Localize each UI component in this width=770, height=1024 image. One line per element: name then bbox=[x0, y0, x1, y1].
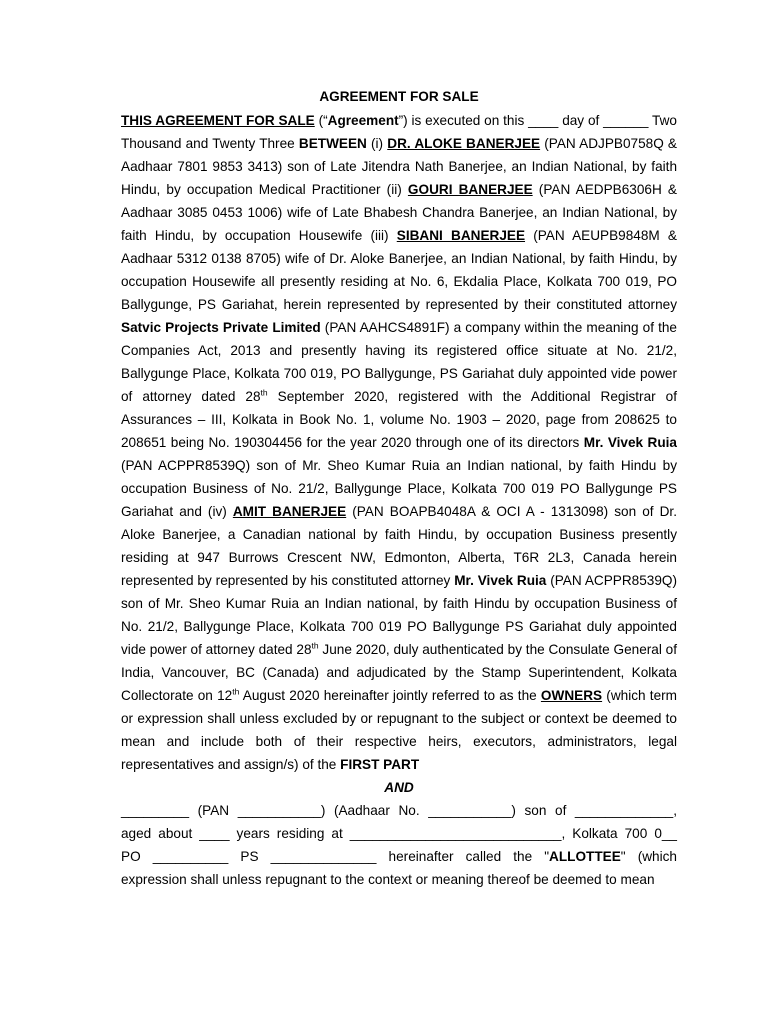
text-run: " (which expression shall unless repugnant to the context or meaning thereof be deemed to mean bbox=[121, 849, 677, 887]
document-page bbox=[121, 86, 677, 891]
allottee-defined-term: ALLOTTEE bbox=[549, 849, 621, 864]
director-name: Mr. Vivek Ruia bbox=[583, 435, 677, 450]
text-run: (PAN AAHCS4891F) a company within the meaning of the Companies Act, 2013 and presently having its registered office situate at No. 21/2, Ballygunge Place, Kolkata 700 019, PO Ballygunge, PS Gariahat duly appointed vide power of attorney dated 28 bbox=[121, 320, 677, 404]
allottee-line-1: _________ (PAN ___________) (Aadhaar No. ___________) son of _____________, bbox=[121, 803, 677, 818]
text-run: (i) bbox=[366, 136, 388, 151]
text-run: (“ bbox=[314, 113, 328, 128]
owners-defined-term: OWNERS bbox=[540, 688, 603, 703]
allottee-paragraph bbox=[121, 799, 677, 891]
owner-3-name: SIBANI BANERJEE bbox=[396, 228, 526, 243]
owner-1-name: DR. ALOKE BANERJEE bbox=[387, 136, 541, 151]
between-keyword: BETWEEN bbox=[298, 136, 367, 151]
agreement-defined-term: Agreement bbox=[327, 113, 399, 128]
director-name: Mr. Vivek Ruia bbox=[454, 573, 547, 588]
attorney-company-name: Satvic Projects Private Limited bbox=[121, 320, 321, 335]
agreement-lead-title: THIS AGREEMENT FOR SALE bbox=[121, 113, 315, 128]
text-run: September 2020, registered with the Additional Registrar of Assurances – III, Kolkata in Book No. 1, volume No. 1903 – 2020, page from 208625 to 208651 being No. 190304456 for the year 2020 through one of its directors bbox=[121, 389, 677, 450]
text-run: June 2020, duly authenticated by the Consulate General of India, Vancouver, BC (Canada) and adjudicated by the Stamp Superintendent, Kolkata Collectorate on 12 bbox=[121, 642, 677, 703]
text-run: (PAN AEUPB9848M & Aadhaar 5312 0138 8705) wife of Dr. Aloke Banerjee, an Indian National, by faith Hindu, by occupation Housewife all presently residing at No. 6, Ekdalia Place, Kolkata 700 019, PO Ballygunge, PS Gariahat, herein represented by represented by their constituted attorney bbox=[121, 228, 677, 312]
owner-4-name: AMIT BANERJEE bbox=[232, 504, 347, 519]
text-run: (which term or expression shall unless excluded by or repugnant to the subject or context be deemed to mean and include both of their respective heirs, executors, administrators, legal representatives and assign/s) of the bbox=[121, 688, 677, 772]
parties-paragraph bbox=[121, 109, 677, 776]
and-heading: AND bbox=[384, 780, 414, 795]
allottee-line-2: aged about ____ years residing at ____________________________, Kolkata 700 0__ bbox=[121, 826, 677, 841]
allottee-text bbox=[121, 849, 677, 887]
text-run: (PAN AEDPB6306H & Aadhaar 3085 0453 1006) wife of Late Bhabesh Chandra Banerjee, an Indian National, by faith Hindu, by occupation Housewife (iii) bbox=[121, 182, 677, 243]
text-run: ”) is executed on this ____ day of ______ Two Thousand and Twenty Three bbox=[121, 113, 677, 151]
ordinal-suffix: th bbox=[232, 686, 240, 697]
owner-2-name: GOURI BANERJEE bbox=[407, 182, 533, 197]
text-run: (PAN BOAPB4048A & OCI A - 1313098) son of Dr. Aloke Banerjee, a Canadian national by faith Hindu, by occupation Business presently residing at 947 Burrows Crescent NW, Edmonton, Alberta, T6R 2L3, Canada herein represented by represented by his constituted attorney bbox=[121, 504, 677, 588]
text-run: PO __________ PS ______________ hereinafter called the " bbox=[121, 849, 550, 864]
ordinal-suffix: th bbox=[311, 640, 319, 651]
document-title: AGREEMENT FOR SALE bbox=[319, 89, 479, 104]
first-part-label: FIRST PART bbox=[340, 757, 420, 772]
text-run: (PAN ACPPR8539Q) son of Mr. Sheo Kumar Ruia an Indian national, by faith Hindu by occupation Business of No. 21/2, Ballygunge Place, Kolkata 700 019 PO Ballygunge PS Gariahat duly appointed vide power of attorney dated 28 bbox=[121, 573, 677, 657]
text-run: (PAN ADJPB0758Q & Aadhaar 7801 9853 3413) son of Late Jitendra Nath Banerjee, an Indian National, by faith Hindu, by occupation Medical Practitioner (ii) bbox=[121, 136, 677, 197]
ordinal-suffix: th bbox=[260, 387, 268, 398]
text-run: August 2020 hereinafter jointly referred to as the bbox=[239, 688, 541, 703]
text-run: (PAN ACPPR8539Q) son of Mr. Sheo Kumar Ruia an Indian national, by faith Hindu by occupation Business of No. 21/2, Ballygunge Place, Kolkata 700 019 PO Ballygunge PS Gariahat and (iv) bbox=[121, 458, 677, 519]
